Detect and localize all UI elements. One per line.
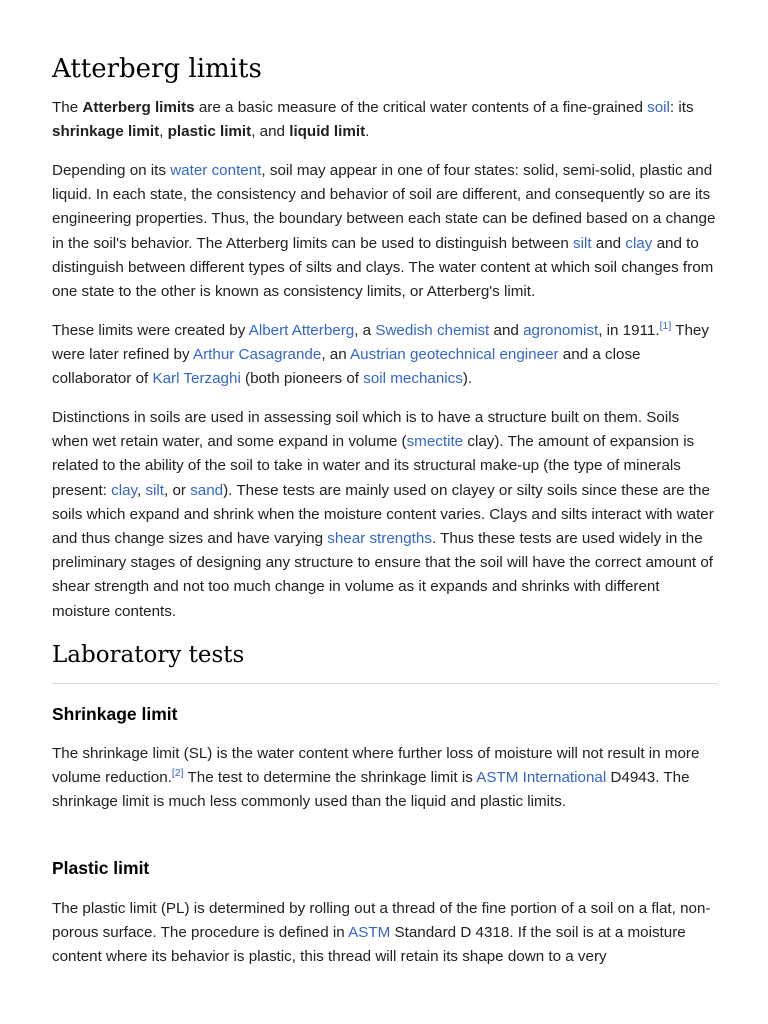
text: , in 1911. [598,322,660,339]
text: and to distinguish between different types of silts and clays. The water content at which soil changes from one state to the other is known as consistency limits, or Atterberg's limit. [52,234,714,301]
intro-paragraph-3 [52,319,716,392]
text: The plastic limit (PL) is determined by rolling out a thread of the fine portion of a soil on a flat, non-porous surface. The procedure is defined in [52,900,711,942]
link-water-content[interactable]: water content [170,162,262,179]
text: These limits were created by [52,322,249,339]
link-clay[interactable]: clay [625,234,653,252]
text: Distinctions in soils are used in assessing soil which is to have a structure built on them. Soils when wet retain water, and some expand in volume ( [52,409,680,451]
text: . Thus these tests are used widely in the preliminary stages of designing any structure to ensure that the soil will have the correct amount of shear strength and not too much change in volume as it expands and shrinks with different moisture contents. [52,530,713,620]
link-smectite[interactable]: smectite [406,433,464,451]
section-divider [52,683,718,684]
link-silt[interactable]: silt [573,234,592,252]
text: , an [321,346,351,364]
bold-term: liquid limit [289,123,366,141]
link-agronomist[interactable]: agronomist [523,322,599,339]
bold-term: plastic limit [167,123,252,141]
text: and a close collaborator of [52,346,641,388]
text: ). [462,370,473,388]
text: : its [669,99,694,116]
link-shear-strengths[interactable]: shear strengths [327,530,432,548]
text: and [591,234,626,252]
link-arthur-casagrande[interactable]: Arthur Casagrande [192,346,322,364]
text: . [365,123,370,141]
text: They were later refined by [52,322,709,364]
reference-link-2[interactable]: [2] [171,767,184,780]
text: D4943. The shrinkage limit is much less commonly used than the liquid and plastic limits. [52,769,690,811]
text: , or [164,481,191,499]
link-karl-terzaghi[interactable]: Karl Terzaghi [152,370,241,388]
text: The test to determine the shrinkage limit is [183,769,477,787]
link-austrian-geotechnical-engineer[interactable]: Austrian geotechnical engineer [350,346,559,364]
link-swedish-chemist[interactable]: Swedish chemist [375,322,490,339]
section-heading-laboratory-tests: Laboratory tests [52,642,245,668]
text: , [159,123,168,141]
page-title: Atterberg limits [52,54,262,84]
link-astm[interactable]: ASTM [348,924,391,942]
subsection-heading-shrinkage-limit: Shrinkage limit [52,704,178,724]
subsection-heading-plastic-limit: Plastic limit [52,858,150,878]
text: are a basic measure of the critical water contents of a fine-grained [194,99,648,116]
reference-link-1[interactable]: [1] [659,320,672,332]
link-albert-atterberg[interactable]: Albert Atterberg [248,322,355,339]
text: ). These tests are mainly used on clayey or silty soils since these are the soils which expand and shrink when the moisture content varies. Clays and silts interact with water and thus change sizes and have varying [52,481,714,548]
text: , a [354,322,376,339]
text: Standard D 4318. If the soil is at a moisture content where its behavior is plastic, this thread will retain its shape down to a very [52,924,686,966]
link-soil[interactable]: soil [647,99,670,116]
plastic-limit-paragraph [52,897,716,970]
link-soil-mechanics[interactable]: soil mechanics [363,370,463,388]
link-astm-international[interactable]: ASTM International [476,769,607,787]
text: The [52,99,83,116]
text: and [489,322,524,339]
bold-term: shrinkage limit [52,123,160,141]
link-silt[interactable]: silt [145,481,165,499]
link-sand[interactable]: sand [190,481,224,499]
shrinkage-limit-paragraph [52,742,716,815]
text: clay). The amount of expansion is related to the ability of the soil to take in water and its structural make-up (the type of minerals present: [52,433,695,499]
text: The shrinkage limit (SL) is the water content where further loss of moisture will not result in more volume reduction. [52,745,700,787]
text: , soil may appear in one of four states: solid, semi-solid, plastic and liquid. In each state, the consistency and behavior of soil are different, and consequently so are its engineering properties. Thus, the boundary between each state can be defined based on a change in the soil's behavior. The Atterberg limits can be used to distinguish between [52,162,716,252]
text: (both pioneers of [240,370,364,388]
text: Depending on its [52,162,171,179]
text: , and [251,123,290,141]
intro-paragraph-4 [52,406,716,624]
bold-term: Atterberg limits [82,99,195,116]
intro-paragraph-1 [52,96,716,144]
intro-paragraph-2 [52,159,716,304]
link-clay[interactable]: clay [111,481,137,499]
text: , [137,481,146,499]
